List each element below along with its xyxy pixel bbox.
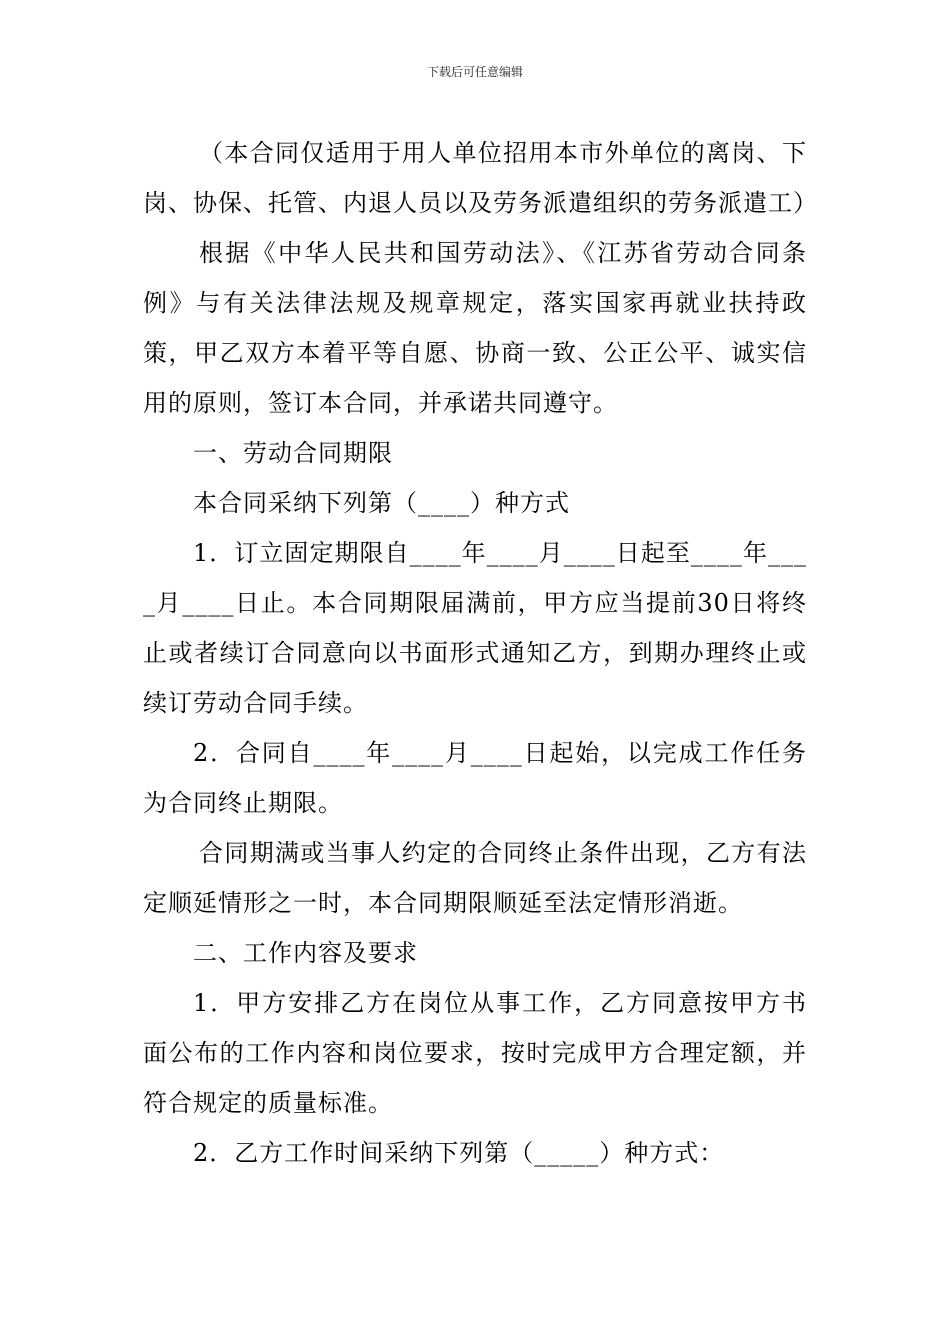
clause-work-hours: 2．乙方工作时间采纳下列第（_____）种方式：	[193, 1139, 725, 1167]
document-body	[143, 128, 818, 1178]
clause-work-assignment: 1．甲方安排乙方在岗位从事工作，乙方同意按甲方书面公布的工作内容和岗位要求，按时完成甲方合理定额，并符合规定的质量标准。	[143, 989, 807, 1117]
page-header: 下载后可任意编辑	[426, 65, 523, 79]
section-heading-contract-term: 一、劳动合同期限	[193, 439, 393, 467]
legal-basis-paragraph: 根据《中华人民共和国劳动法》、《江苏省劳动合同条例》与有关法律法规及规章规定，落实国家再就业扶持政策，甲乙双方本着平等自愿、协商一致、公正公平、诚实信用的原则，签订本合同，并承诺共同遵守。	[143, 239, 807, 417]
scope-note-paragraph: （本合同仅适用于用人单位招用本市外单位的离岗、下岗、协保、托管、内退人员以及劳务派遣组织的劳务派遣工）	[143, 139, 818, 217]
section-heading-work-content: 二、工作内容及要求	[193, 939, 418, 967]
term-extension-paragraph: 合同期满或当事人约定的合同终止条件出现，乙方有法定顺延情形之一时，本合同期限顺延至法定情形消逝。	[143, 839, 807, 917]
clause-fixed-term: 1．订立固定期限自____年____月____日起至____年____月____日止。本合同期限届满前，甲方应当提前30日将终止或者续订合同意向以书面形式通知乙方，到期办理终止或续订劳动合同手续。	[143, 539, 807, 717]
clause-task-term: 2．合同自____年____月____日起始，以完成工作任务为合同终止期限。	[143, 739, 807, 817]
contract-method-paragraph: 本合同采纳下列第（____）种方式	[193, 489, 570, 517]
